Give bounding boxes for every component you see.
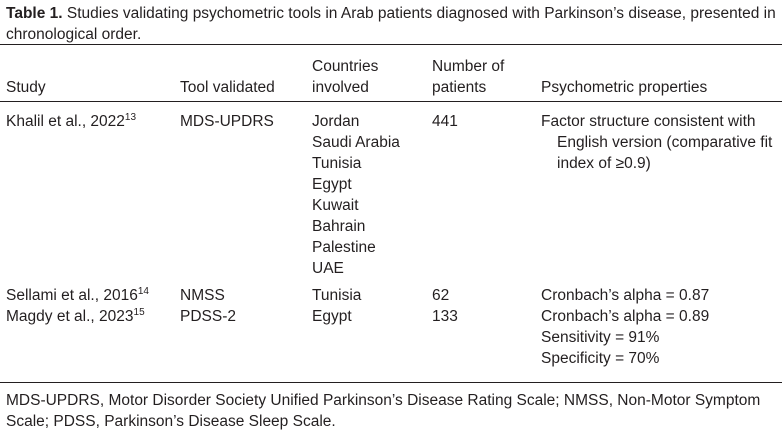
header-study: Study xyxy=(6,79,46,96)
header-countries: Countries involved xyxy=(312,58,379,96)
property: Cronbach’s alpha = 0.89 xyxy=(541,308,710,325)
table-row-2-properties: Cronbach’s alpha = 0.87 xyxy=(541,287,710,304)
country: Tunisia xyxy=(312,155,362,172)
table-row-1-study: Khalil et al., 2022$^{13}$ xyxy=(6,112,137,130)
country: Jordan xyxy=(312,113,360,130)
country: UAE xyxy=(312,260,344,277)
table-row-1-tool: MDS-UPDRS xyxy=(180,113,274,130)
bottom-rule xyxy=(0,382,782,383)
table-label: Table 1. xyxy=(6,5,63,22)
country: Saudi Arabia xyxy=(312,134,400,151)
table-row-2-patients: 62 xyxy=(432,287,450,304)
table-row-3-tool: PDSS-2 xyxy=(180,308,236,325)
property: Sensitivity = 91% xyxy=(541,329,660,346)
country: Bahrain xyxy=(312,218,366,235)
reference-15: 15 xyxy=(133,307,145,318)
table-row-1-properties xyxy=(541,111,779,174)
property: Factor structure consistent with English version (comparative fit index of ≥0.9) xyxy=(541,113,773,172)
table-row-1-countries xyxy=(312,111,400,279)
table-caption xyxy=(6,3,776,45)
table-footnote: MDS-UPDRS, Motor Disorder Society Unified Parkinson’s Disease Rating Scale; NMSS, Non-Motor Symptom Scale; PDSS, Parkinson’s Disease Sleep Scale. xyxy=(6,392,761,430)
country: Kuwait xyxy=(312,197,359,214)
table-row-3-study: Magdy et al., 2023$^{15}$ xyxy=(6,307,145,325)
header-patients: Number of patients xyxy=(432,58,505,96)
table-row-1-patients: 441 xyxy=(432,113,458,130)
property: Specificity = 70% xyxy=(541,350,660,367)
header-rule xyxy=(0,101,782,102)
country: Egypt xyxy=(312,176,352,193)
table-caption-text: Studies validating psychometric tools in Arab patients diagnosed with Parkinson’s disease, presented in chronological order. xyxy=(6,5,776,43)
reference-14: 14 xyxy=(137,286,149,297)
table-row-2-study: Sellami et al., 2016$^{14}$ xyxy=(6,286,149,304)
table-row-2-countries: Tunisia xyxy=(312,287,362,304)
country: Palestine xyxy=(312,239,376,256)
header-tool: Tool validated xyxy=(180,79,275,96)
header-properties: Psychometric properties xyxy=(541,79,708,96)
table-row-3-patients: 133 xyxy=(432,308,458,325)
table-row-3-properties xyxy=(541,306,709,369)
top-rule xyxy=(0,44,782,45)
table-row-2-tool: NMSS xyxy=(180,287,225,304)
table-row-3-countries: Egypt xyxy=(312,308,352,325)
reference-13: 13 xyxy=(124,112,137,123)
